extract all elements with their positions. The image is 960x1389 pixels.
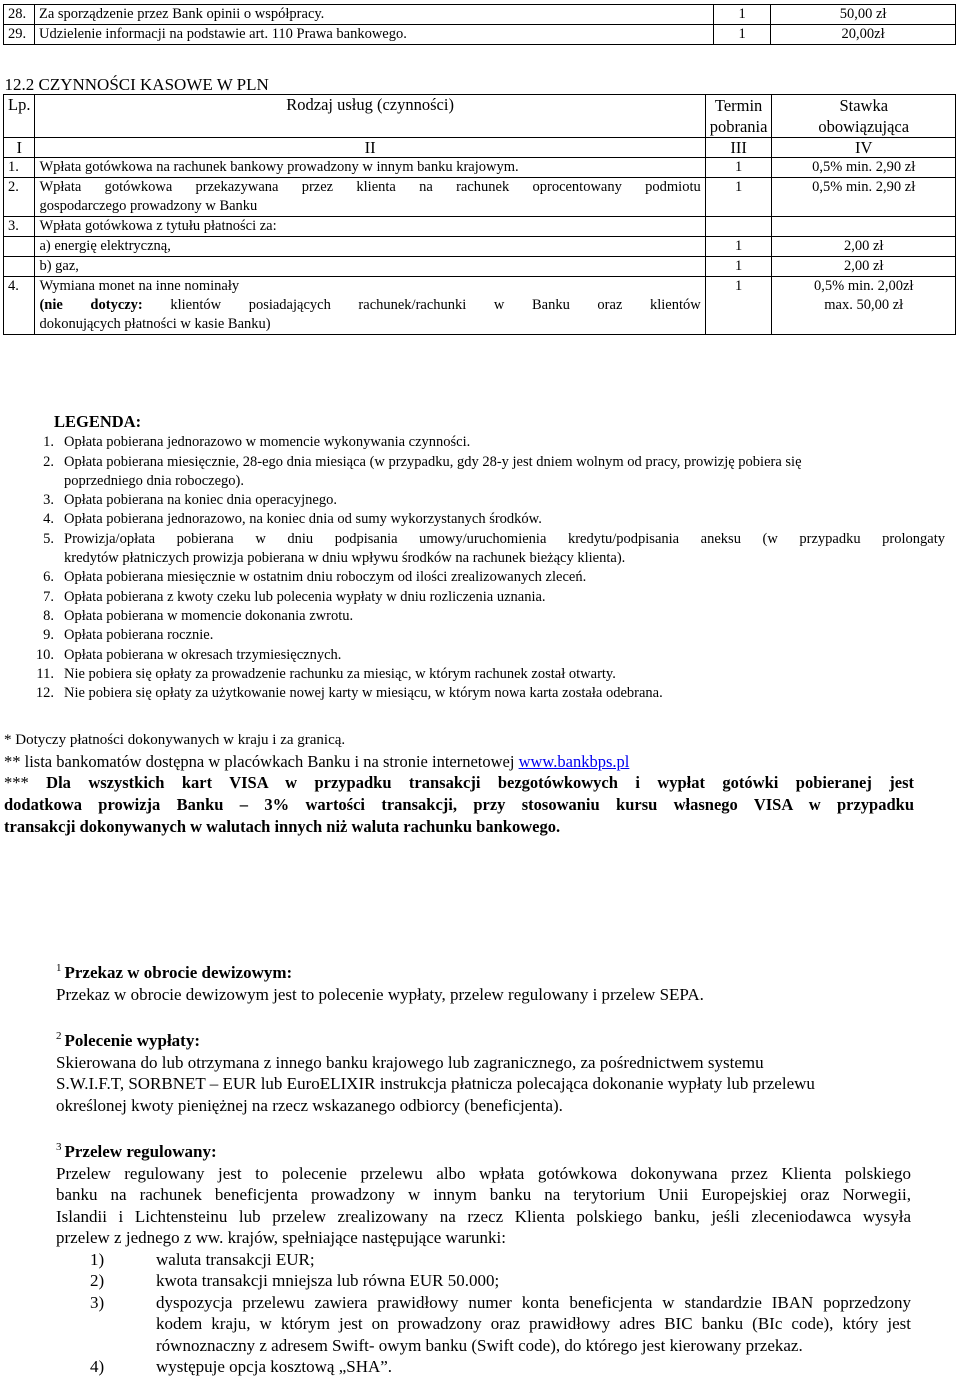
row-rate [772,217,956,237]
cash-operations-table [3,75,956,335]
note-1: * Dotyczy płatności dokonywanych w kraju i za granicą. [4,732,346,748]
row-description-line2 [39,296,700,315]
header-service: Rodzaj usług (czynności) [35,95,705,138]
footnote-1-body: Przekaz w obrocie dewizowym jest to polecenie wypłaty, przelew regulowany i przelew SEPA. [56,984,704,1004]
footnote-3-line4: przelew z jednego z ww. krajów, spełniające następujące warunki: [56,1228,506,1247]
column-index-row [4,138,956,158]
condition-text: waluta transakcji EUR; [156,1249,315,1269]
row-number: 1. [4,158,35,178]
row-description: Za sporządzenie przez Bank opinii o współpracy. [34,5,713,25]
footnote-3-title: Przelew regulowany: [64,1142,217,1161]
legend-item-text-cont: poprzedniego dnia roboczego). [64,472,244,489]
row-rate: 0,5% min. 2,90 zł [772,158,956,178]
legend-item [10,665,945,684]
row-number: 2. [4,178,35,217]
footnote-3-line3: Islandii i Lichtensteinu lub przelew zrealizowany na rzecz Klienta polskiego banku, jeśli zleceniodawca wysyła [56,1206,911,1226]
row-description [35,178,705,217]
condition-text-cont: kodem kraju, w którym jest on prowadzony oraz prawidłowy adres BIC banku (BIc code), który jest [156,1314,911,1333]
top-fee-table [3,4,956,45]
legend-title: LEGENDA: [54,412,142,431]
footnote-2-line3: określonej kwoty pieniężnej na rzecz wskazanego odbiorcy (beneficjenta). [56,1095,563,1115]
footnote-1-title: Przekaz w obrocie dewizowym: [64,963,293,982]
footnote-2 [56,1030,911,1116]
note-2-text: ** lista bankomatów dostępna w placówkach Banku i na stronie internetowej [4,752,519,771]
header-rate [772,95,956,138]
legend-item-number: 4. [43,511,54,528]
row-description: Wpłata gotówkowa na rachunek bankowy prowadzony w innym banku krajowym. [35,158,705,178]
row-rate-line1: 0,5% min. 2,00zł [813,278,914,294]
table-row [4,237,956,257]
row-number: 29. [4,25,35,45]
row-rate: 0,5% min. 2,90 zł [772,178,956,217]
condition-item [56,1249,911,1271]
row-description: b) gaz, [35,257,705,277]
legend-item-number: 7. [43,588,54,605]
row-description-line1: Wpłata gotówkowa przekazywana przez klienta na rachunek oprocentowany podmiotu [39,179,701,195]
legend-item-text: Nie pobiera się opłaty za prowadzenie rachunku za miesiąc, w którym rachunek został otwarty. [64,665,616,682]
row-description: Wpłata gotówkowa z tytułu płatności za: [35,217,705,237]
row-description: a) energię elektryczną, [35,237,705,257]
legend-item [10,530,945,569]
row-legend: 1 [705,158,772,178]
footnote-3-line1: Przelew regulowany jest to polecenie przelewu albo wpłata gotówkowa dokonywana przez Klienta polskiego [56,1163,911,1183]
row-legend: 1 [714,5,771,25]
row-legend: 1 [714,25,771,45]
row-rate: 2,00 zł [772,237,956,257]
legend-item [10,453,945,492]
row-rate: 50,00 zł [771,5,956,25]
header-rate-line2: obowiązująca [818,117,910,136]
legend-item [10,684,945,703]
condition-number: 3) [90,1292,105,1312]
condition-text-cont: równoznaczny z adresem Swift- owym banku (Swift code), do którego jest kierowany przekaz. [156,1335,803,1355]
note-3-line1: Dla wszystkich kart VISA w przypadku transakcji bezgotówkowych i wypłat gotówki pobieranej jest [28,773,914,792]
row-rate [772,277,956,335]
note-3-prefix: *** [4,773,29,792]
footnote-2-marker: 2 [56,1030,62,1042]
header-term-line2: pobrania [709,117,768,136]
legend-item-number: 6. [43,569,54,586]
legend-item-text: Opłata pobierana rocznie. [64,627,214,644]
footnote-2-title: Polecenie wypłaty: [64,1031,200,1050]
row-number: 3. [4,217,35,237]
header-term-line1: Termin [714,96,763,115]
legend-item [10,433,945,452]
row-number [4,237,35,257]
row-rate: 2,00 zł [772,257,956,277]
legend-item-number: 3. [43,492,54,509]
footnote-2-line1: Skierowana do lub otrzymana z innego banku krajowego lub zagranicznego, za pośrednictwem systemu [56,1052,764,1072]
note-3-line2: dodatkowa prowizja Banku – 3% wartości transakcji, przy stosowaniu kursu własnego VISA w przypadku [4,795,914,814]
footnote-3 [56,1141,911,1378]
condition-text: występuje opcja kosztową „SHA”. [156,1357,393,1376]
legend-item-number: 10. [35,646,54,663]
legend-item [10,646,945,665]
legend-item-text: Opłata pobierana miesięcznie w ostatnim dniu roboczym od ilości zrealizowanych zleceń. [64,569,587,586]
header-lp: Lp. [4,95,35,138]
row-legend: 1 [705,257,772,277]
legend-item [10,588,945,607]
row-description-line2: gospodarczego prowadzony w Banku [39,198,258,214]
legend-item-text: Opłata pobierana z kwoty czeku lub polecenia wypłaty w dniu rozliczenia uznania. [64,588,546,605]
row-rate: 20,00zł [771,25,956,45]
legend-item-text: Opłata pobierana w okresach trzymiesięcznych. [64,646,342,663]
col-index-1: I [4,138,35,158]
row-legend [705,217,772,237]
footnote-3-marker: 3 [56,1141,62,1153]
row-description [35,277,705,335]
row-description-bold: (nie dotyczy: [39,297,143,313]
header-term [705,95,772,138]
note-2 [4,751,914,772]
legend-item-number: 8. [43,607,54,624]
condition-text: dyspozycja przelewu zawiera prawidłowy numer konta beneficjenta w standardzie IBAN poprzedzony [156,1292,911,1312]
condition-number: 4) [90,1357,105,1376]
legend-item-text: Opłata pobierana w momencie dokonania zwrotu. [64,607,354,624]
legend-item-number: 1. [43,434,54,451]
footnote-2-line2: S.W.I.F.T, SORBNET – EUR lub EuroELIXIR instrukcja płatnicza polecająca dokonanie wypłaty lub przelewu [56,1074,815,1093]
legend-item-number: 2. [43,453,54,470]
footnote-1 [56,962,911,1005]
table-row [4,257,956,277]
legend-item-text: Opłata pobierana na koniec dnia operacyjnego. [64,492,337,509]
legend-item-text-cont: kredytów płatniczych prowizja pobierana w dniu wpływu środków na rachunek bieżący klienta). [64,550,626,567]
table-row [4,217,956,237]
row-legend: 1 [705,237,772,257]
col-index-3: III [705,138,772,158]
table-row [4,158,956,178]
legend-item-number: 9. [43,627,54,644]
table-row [4,178,956,217]
table-row [4,5,956,25]
condition-item [56,1270,911,1292]
legend-item-text: Opłata pobierana jednorazowo, na koniec dnia od sumy wykorzystanych środków. [64,511,542,528]
row-number [4,257,35,277]
footnote-3-line2: banku na rachunek beneficjenta prowadzony w innym banku na terytorium Unii Europejskiej oraz Norwegii, [56,1185,911,1204]
condition-number: 2) [90,1271,105,1290]
row-rate-line2: max. 50,00 zł [824,297,904,313]
legend-item-text: Opłata pobierana jednorazowo w momencie wykonywania czynności. [64,434,471,451]
row-number: 4. [4,277,35,335]
condition-number: 1) [90,1249,105,1269]
row-description-line1: Wymiana monet na inne nominały [39,278,240,294]
note-3-line3: transakcji dokonywanych w walutach innych niż waluta rachunku bankowego. [4,817,561,836]
row-legend: 1 [705,277,772,335]
col-index-2: II [35,138,705,158]
legend-section [10,412,945,703]
legend-item [10,491,945,510]
condition-text: kwota transakcji mniejsza lub równa EUR 50.000; [156,1271,500,1290]
legend-item-text: Opłata pobierana miesięcznie, 28-ego dnia miesiąca (w przypadku, gdy 28-y jest dniem wolnym od pracy, prowizję pobiera się [64,453,802,470]
legend-item [10,568,945,587]
legend-item-text: Nie pobiera się opłaty za użytkowanie nowej karty w miesiącu, w którym nowa karta została odebrana. [64,685,663,702]
footnote-1-marker: 1 [56,962,62,974]
legend-item [10,607,945,626]
note-3 [4,772,914,838]
section-title: 12.2 CZYNNOŚCI KASOWE W PLN [4,75,956,95]
row-description-rest: klientów posiadających rachunek/rachunki w Banku oraz klientów [142,297,701,313]
row-legend: 1 [705,178,772,217]
table-row [4,277,956,335]
notes-section [4,730,914,838]
condition-item [56,1356,911,1378]
legend-item [10,626,945,645]
table-row [4,25,956,45]
bank-website-link[interactable]: www.bankbps.pl [518,752,630,771]
row-number: 28. [4,5,35,25]
legend-item [10,510,945,529]
legend-item-number: 11. [36,665,54,682]
legend-item-text: Prowizja/opłata pobierana w dniu podpisania umowy/uruchomienia kredytu/podpisania aneksu (w przypadku prolongaty [64,530,945,547]
condition-item [56,1292,911,1357]
table-header-row [4,95,956,138]
row-description-line3: dokonujących płatności w kasie Banku) [39,316,271,332]
col-index-4: IV [772,138,956,158]
header-rate-line1: Stawka [839,96,889,115]
row-description: Udzielenie informacji na podstawie art. 110 Prawa bankowego. [34,25,713,45]
legend-item-number: 5. [43,530,54,547]
legend-item-number: 12. [35,685,54,702]
